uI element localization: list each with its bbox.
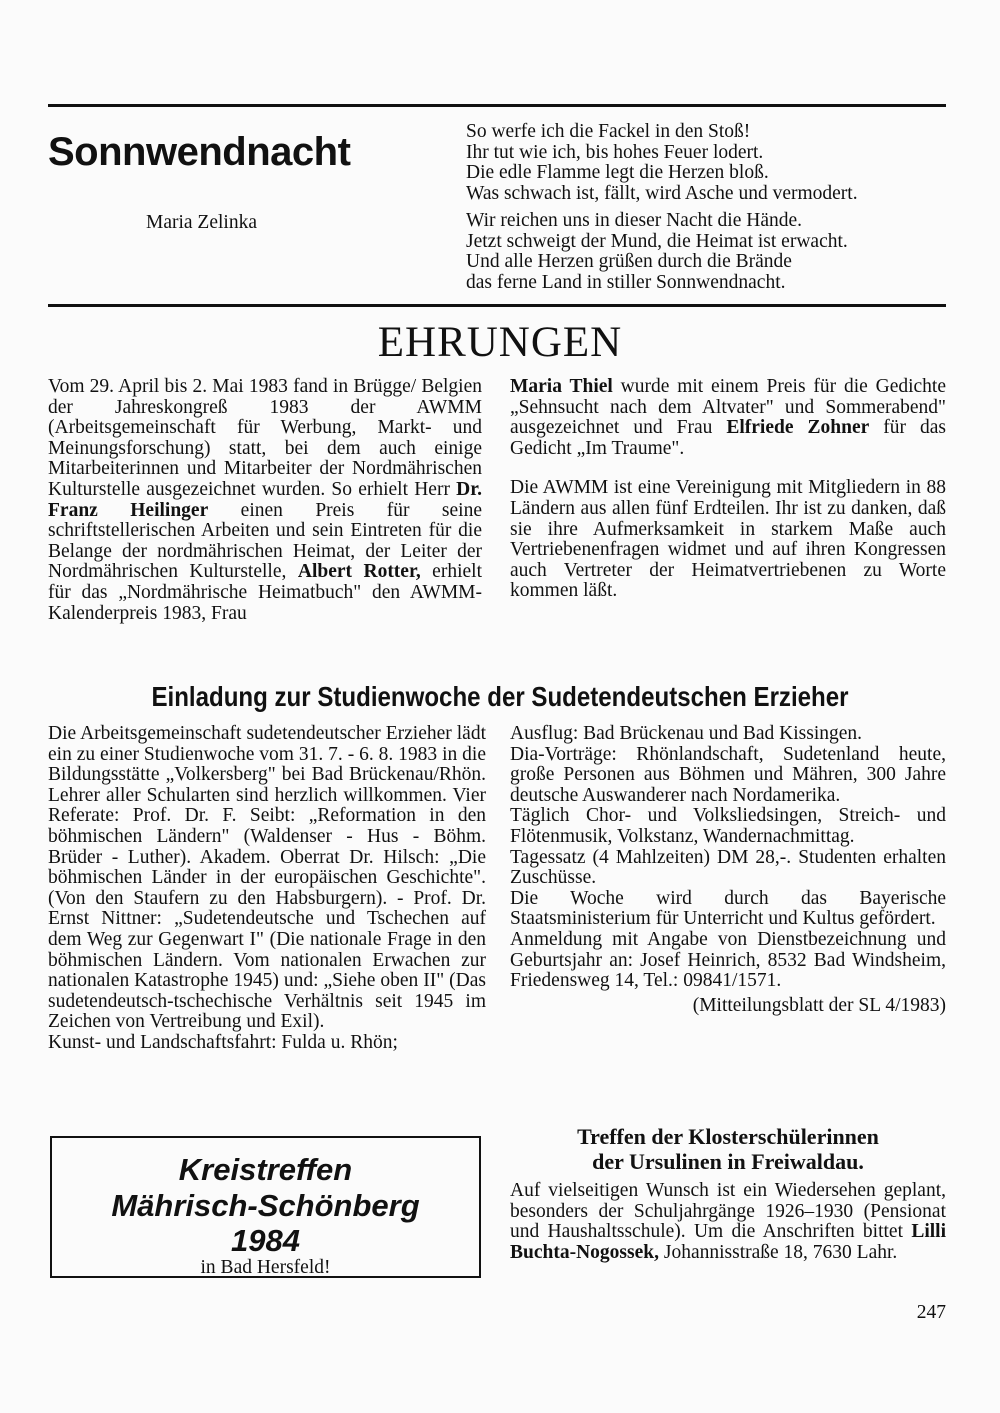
text-run: Vom 29. April bis 2. Mai 1983 fand in Brügge/ Belgien der Jahreskongreß 1983 der AWMM (Arbeitsgemeinschaft für Werbung, Markt- und Meinungsforschung) statt, bei dem auch einige Mitarbeiterinnen und Mitarbeiter der Nordmährischen Kulturstelle ausgezeichnet wurden. So erhielt Herr xyxy=(48,376,482,500)
treffen-paragraph xyxy=(510,1181,946,1263)
text-run: wurde mit einem Preis für die Gedichte „Sehnsucht nach dem Altvater" und Sommerabend" ausgezeichnet und Frau xyxy=(510,376,947,439)
text-run: Auf vielseitigen Wunsch ist ein Wiedersehen geplant, besonders der Schuljahrgänge 1926–1930 (Pensionat und Haushaltsschule). Um die Anschriften bittet xyxy=(510,1180,946,1243)
einladung-left-last: Kunst- und Landschaftsfahrt: Fulda u. Rhön; xyxy=(48,1031,398,1053)
name-zohner: Elfriede Zohner xyxy=(726,417,870,439)
ehrungen-right-column xyxy=(510,377,946,602)
name-thiel: Maria Thiel xyxy=(510,376,613,397)
ehrungen-title: EHRUNGEN xyxy=(377,319,623,366)
kreistreffen-place: in Bad Hersfeld! xyxy=(200,1257,331,1278)
ehrungen-left-column xyxy=(48,377,482,624)
einladung-right-column xyxy=(510,724,946,1016)
poem-title: Sonnwendnacht xyxy=(48,130,351,174)
poem-line: das ferne Land in stiller Sonnwendnacht. xyxy=(466,271,786,293)
name-heilinger: Dr. Franz Heilinger xyxy=(48,478,482,521)
ehrungen-right-paragraph-2: Die AWMM ist eine Vereinigung mit Mitgliedern in 88 Ländern aus allen fünf Erdteilen. Ihr ist zu danken, daß sie ihre Aufmerksamkeit in starkem Maße auch Vertriebenenfragen widmet und auf ihren Kongressen auch Vertreter der Heimatvertriebenen zu Worte kommen läßt. xyxy=(510,477,946,602)
text-run: einen Preis für seine schriftstellerischen Arbeiten und sein Eintreten für die Belange der nordmährischen Heimat, der Leiter der Nordmährischen Kulturstelle, xyxy=(48,499,482,583)
einladung-right-line: Tagessatz (4 Mahlzeiten) DM 28,-. Studenten erhalten Zuschüsse. xyxy=(510,846,946,889)
kreistreffen-line-3: 1984 xyxy=(231,1223,300,1258)
treffen-body xyxy=(510,1181,946,1263)
einladung-right-line: Die Woche wird durch das Bayerische Staatsministerium für Unterricht und Kultus gefördert. xyxy=(510,887,946,930)
poem-stanza-1 xyxy=(466,122,956,204)
kreistreffen-line-2: Mährisch-Schönberg xyxy=(111,1188,420,1223)
poem-line: Jetzt schweigt der Mund, die Heimat ist erwacht. xyxy=(466,230,848,252)
einladung-right-line: Ausflug: Bad Brückenau und Bad Kissingen. xyxy=(510,723,863,744)
name-buchta-nogossek: Lilli Buchta-Nogossek, xyxy=(510,1221,946,1263)
kreistreffen-line-1: Kreistreffen xyxy=(178,1152,353,1187)
text-run: erhielt für das „Nordmährische Heimatbuch" den AWMM-Kalenderpreis 1983, Frau xyxy=(48,561,482,624)
einladung-source: (Mitteilungsblatt der SL 4/1983) xyxy=(692,994,946,1016)
poem-line: Die edle Flamme legt die Herzen bloß. xyxy=(466,162,769,184)
poem-line: Ihr tut wie ich, bis hohes Feuer lodert. xyxy=(466,141,764,163)
page-number: 247 xyxy=(916,1302,946,1323)
einladung-left-paragraph: Die Arbeitsgemeinschaft sudetendeutscher Erzieher lädt ein zu einer Studienwoche vom 31. 7. - 6. 8. 1983 in die Bildungsstätte „Volkersberg" bei Bad Brückenau/Rhön. Lehrer aller Schularten sind herzlich willkommen. Vier Referate: Prof. Dr. F. Seibt: „Reformation in den böhmischen Ländern" (Waldenser - Hus - Böhm. Brüder - Luther). Akadem. Oberrat Dr. Hilsch: „Die böhmischen Länder in der europäischen Geschichte". (Von den Staufern zu den Habsburgern). - Prof. Dr. Ernst Nittner: „Sudetendeutsche und Tschechen auf dem Weg zur Gegenwart I" (Die nationale Frage in den böhmischen Ländern. Vom nationalen Erwachen zur nationalen Katastrophe 1945) und: „Siehe oben II" (Das sudetendeutsch-tschechische Verhältnis seit 1945 im Zeichen von Vertreibung und Exil). xyxy=(48,723,486,1033)
einladung-right-line: Dia-Vorträge: Rhönlandschaft, Sudetenland heute, große Personen aus Böhmen und Mähren, 300 Jahre deutsche Auswanderer nach Nordamerika. xyxy=(510,743,946,806)
text-run: Johannisstraße 18, 7630 Lahr. xyxy=(658,1241,898,1263)
treffen-title-line-2: der Ursulinen in Freiwaldau. xyxy=(592,1149,864,1174)
text-run: für das Gedicht „Im Traume". xyxy=(510,417,946,459)
kreistreffen-box xyxy=(50,1136,481,1278)
section-rule xyxy=(48,304,946,307)
ehrungen-left-paragraph xyxy=(48,377,482,624)
einladung-title: Einladung zur Studienwoche der Sudetendeutschen Erzieher xyxy=(151,681,849,712)
poem-line: Und alle Herzen grüßen durch die Brände xyxy=(466,251,792,273)
einladung-left-column xyxy=(48,724,486,1054)
name-rotter: Albert Rotter, xyxy=(297,561,421,583)
poem-line: So werfe ich die Fackel in den Stoß! xyxy=(466,121,751,142)
poem-author: Maria Zelinka xyxy=(146,212,257,233)
einladung-right-line: Täglich Chor- und Volksliedsingen, Streich- und Flötenmusik, Volkstanz, Wandernachmittag. xyxy=(510,805,946,847)
poem-line: Wir reichen uns in dieser Nacht die Hände. xyxy=(466,210,803,231)
treffen-title-line-1: Treffen der Klosterschülerinnen xyxy=(577,1124,879,1149)
poem-line: Was schwach ist, fällt, wird Asche und vermodert. xyxy=(466,182,858,204)
ehrungen-right-paragraph xyxy=(510,377,946,459)
einladung-right-line: Anmeldung mit Angabe von Dienstbezeichnung und Geburtsjahr an: Josef Heinrich, 8532 Bad Windsheim, Friedensweg 14, Tel.: 09841/1571. xyxy=(510,928,946,992)
top-rule xyxy=(48,104,946,107)
poem-stanza-2 xyxy=(466,211,956,293)
treffen-title xyxy=(510,1124,946,1174)
